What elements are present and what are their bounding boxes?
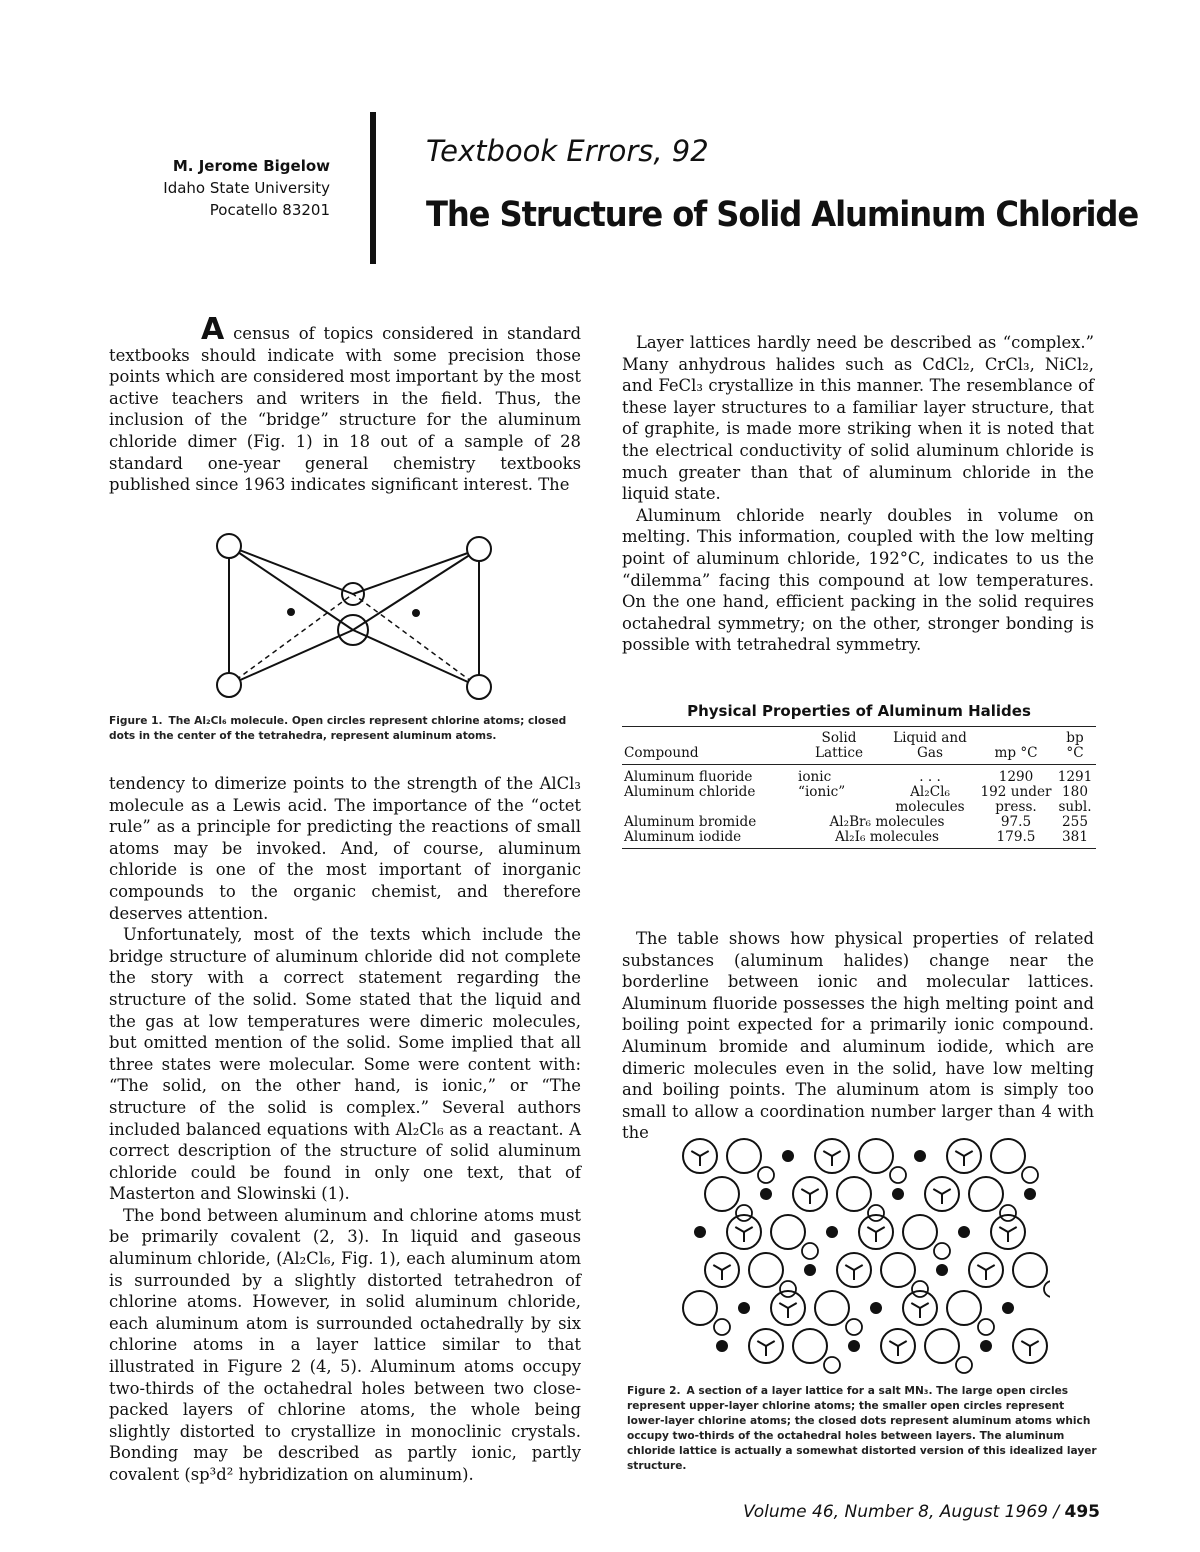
lattice-bond	[823, 1151, 832, 1156]
column-1-bottom	[109, 773, 581, 1486]
lower-chlorine-atom	[1022, 1167, 1038, 1183]
aluminum-atom	[1024, 1188, 1036, 1200]
upper-chlorine-atom	[771, 1215, 805, 1249]
lattice-bond	[933, 1189, 942, 1194]
lattice-bond	[735, 1227, 744, 1232]
aluminum-atom	[694, 1226, 706, 1238]
upper-chlorine-atom	[749, 1253, 783, 1287]
lattice-bond	[744, 1227, 753, 1232]
upper-chlorine-atom	[705, 1177, 739, 1211]
lattice-bond	[977, 1265, 986, 1270]
author-block	[70, 155, 330, 221]
paragraph-intro: A census of topics considered in standard textbooks should indicate with some precision those points which are considered most important by the most active teachers and writers in the field. Thus, the inclusion of the “bridge” structure for the aluminum chloride dimer (Fig. 1) in 18 out of a sample of 28 standard one-year general chemistry textbooks published since 1963 indicates significant interest. The	[109, 312, 581, 495]
lattice-bond	[1021, 1341, 1030, 1346]
upper-chlorine-atom	[683, 1291, 717, 1325]
aluminum-atom	[848, 1340, 860, 1352]
aluminum-atom	[892, 1188, 904, 1200]
author-name: M. Jerome Bigelow	[172, 157, 330, 175]
header-liquid: Liquid and Gas	[882, 727, 978, 765]
lattice-bond	[942, 1189, 951, 1194]
lattice-bond	[832, 1151, 841, 1156]
aluminum-atom	[1002, 1302, 1014, 1314]
header-solid: Solid Lattice	[796, 727, 882, 765]
author-affiliation: Idaho State University	[163, 179, 330, 197]
lattice-bond	[1008, 1227, 1017, 1232]
upper-chlorine-atom	[947, 1291, 981, 1325]
page-footer	[743, 1502, 1100, 1522]
header-compound: Compound	[622, 727, 796, 765]
chlorine-atom	[467, 675, 491, 699]
lattice-bond	[801, 1189, 810, 1194]
aluminum-atom	[716, 1340, 728, 1352]
figure-2-label: Figure 2.	[627, 1385, 681, 1397]
lattice-bond	[757, 1341, 766, 1346]
lower-chlorine-atom	[912, 1281, 928, 1297]
article-title: The Structure of Solid Aluminum Chloride	[426, 195, 1139, 235]
lower-chlorine-atom	[934, 1243, 950, 1259]
lower-chlorine-atom	[956, 1357, 972, 1373]
table-row: Aluminum iodide Al₂I₆ molecules 179.5 381	[622, 830, 1096, 849]
lattice-bond	[845, 1265, 854, 1270]
table-row: Aluminum fluoride ionic . . . 1290 1291	[624, 769, 1093, 785]
chlorine-atom	[467, 537, 491, 561]
lower-chlorine-atom	[714, 1319, 730, 1335]
column-2-bottom	[622, 928, 1094, 1144]
aluminum-atom	[936, 1264, 948, 1276]
upper-chlorine-atom	[903, 1215, 937, 1249]
lower-chlorine-atom	[1044, 1281, 1050, 1297]
lower-chlorine-atom	[780, 1281, 796, 1297]
lower-chlorine-atom	[824, 1357, 840, 1373]
series-title: Textbook Errors, 92	[426, 134, 709, 168]
lower-chlorine-atom	[868, 1205, 884, 1221]
lower-chlorine-atom	[802, 1243, 818, 1259]
upper-chlorine-atom	[925, 1329, 959, 1363]
lattice-bond	[964, 1151, 973, 1156]
header-divider	[370, 112, 376, 264]
aluminum-atom	[760, 1188, 772, 1200]
aluminum-atom	[980, 1340, 992, 1352]
paragraph-dimerize: tendency to dimerize points to the strength of the AlCl₃ molecule as a Lewis acid. The importance of the “octet rule” as a principle for predicting the reactions of small atoms may be invoked. And, of course, aluminum chloride is one of the most important of inorganic compounds to the organic chemist, and therefore deserves attention.	[109, 774, 581, 923]
table-title: Physical Properties of Aluminum Halides	[687, 702, 1031, 720]
lattice-bond	[713, 1265, 722, 1270]
lattice-bond	[700, 1151, 709, 1156]
author-location: Pocatello 83201	[209, 201, 330, 219]
upper-chlorine-atom	[1013, 1253, 1047, 1287]
lattice-bond	[779, 1303, 788, 1308]
table-row: Aluminum bromide Al₂Br₆ molecules 97.5 255	[624, 814, 1088, 830]
page-number: 495	[1064, 1502, 1100, 1522]
lattice-bond	[955, 1151, 964, 1156]
lattice-bond	[898, 1341, 907, 1346]
lower-chlorine-atom	[758, 1167, 774, 1183]
upper-chlorine-atom	[793, 1329, 827, 1363]
journal-citation: Volume 46, Number 8, August 1969 /	[743, 1502, 1060, 1522]
aluminum-atom	[412, 609, 420, 617]
lattice-bond	[691, 1151, 700, 1156]
chlorine-atom	[217, 534, 241, 558]
column-2-top	[622, 332, 1094, 656]
lower-chlorine-atom	[890, 1167, 906, 1183]
aluminum-atom	[958, 1226, 970, 1238]
lattice-bond	[920, 1303, 929, 1308]
table-header-row	[622, 727, 1096, 765]
lattice-bond	[889, 1341, 898, 1346]
table-row: Aluminum chloride “ionic” Al₂Cl₆ molecules 192 under press. 180 subl.	[624, 784, 1092, 815]
header-mp: mp °C	[978, 727, 1054, 765]
upper-chlorine-atom	[727, 1139, 761, 1173]
lattice-bond	[810, 1189, 819, 1194]
upper-chlorine-atom	[881, 1253, 915, 1287]
figure-1-label: Figure 1.	[109, 715, 163, 727]
lattice-bond	[854, 1265, 863, 1270]
lattice-bond	[722, 1265, 731, 1270]
paragraph-bond: The bond between aluminum and chlorine atoms must be primarily covalent (2, 3). In liquid and gaseous aluminum chloride, (Al₂Cl₆, Fig. 1), each aluminum atom is surrounded by a slightly distorted tetrahedron of chlorine atoms. However, in solid aluminum chloride, each aluminum atom is surrounded octahedrally by six chlorine atoms in a layer lattice similar to that illustrated in Figure 2 (4, 5). Aluminum atoms occupy two-thirds of the octahedral holes between two close-packed layers of chlorine atoms, the whole being slightly distorted to crystallize in monoclinic crystals. Bonding may be described as partly ionic, partly covalent (sp³d² hybridization on aluminum).	[109, 1205, 581, 1484]
lattice-bond	[766, 1341, 775, 1346]
header-bp: bp °C	[1054, 727, 1096, 765]
figure-2-lattice	[670, 1136, 1050, 1376]
upper-chlorine-atom	[815, 1291, 849, 1325]
aluminum-atom	[804, 1264, 816, 1276]
aluminum-atom	[738, 1302, 750, 1314]
drop-cap: A	[201, 312, 225, 347]
figure-1-diagram	[200, 528, 510, 704]
lattice-bond	[867, 1227, 876, 1232]
column-1-top	[109, 312, 581, 496]
lattice-bond	[876, 1227, 885, 1232]
upper-chlorine-atom	[969, 1177, 1003, 1211]
aluminum-atom	[914, 1150, 926, 1162]
figure-2-caption: Figure 2. A section of a layer lattice for a salt MN₃. The large open circles represent upper-layer chlorine atoms; the smaller open circles represent lower-layer chlorine atoms; the closed dots represent aluminum atoms which occupy two-thirds of the octahedral holes between layers. The aluminum chloride lattice is actually a somewhat distorted version of this idealized layer structure.	[627, 1385, 1097, 1472]
paragraph-unfortunately: Unfortunately, most of the texts which include the bridge structure of aluminum chloride did not complete the story with a correct statement regarding the structure of the solid. Some stated that the liquid and the gas at low temperatures were dimeric molecules, but omitted mention of the solid. Some implied that all three states were molecular. Some were content with: “The solid, on the other hand, is ionic,” or “The structure of the solid is complex.” Several authors included balanced equations with Al₂Cl₆ as a reactant. A correct description of the structure of solid aluminum chloride could be found in only one text, that of Masterton and Slowinski (1).	[109, 925, 581, 1204]
upper-chlorine-atom	[837, 1177, 871, 1211]
lattice-bond	[788, 1303, 797, 1308]
paragraph-melting: Aluminum chloride nearly doubles in volume on melting. This information, coupled with the low melting point of aluminum chloride, 192°C, indicates to us the “dilemma” facing this compound at low temperatures. On the one hand, efficient packing in the solid requires octahedral symmetry; on the other, stronger bonding is possible with tetrahedral symmetry.	[622, 505, 1094, 655]
lattice-bond	[986, 1265, 995, 1270]
lower-chlorine-atom	[978, 1319, 994, 1335]
lattice-bond	[1030, 1341, 1039, 1346]
aluminum-atom	[826, 1226, 838, 1238]
lower-chlorine-atom	[1000, 1205, 1016, 1221]
lattice-bond	[999, 1227, 1008, 1232]
aluminum-atom	[287, 608, 295, 616]
upper-chlorine-atom	[991, 1139, 1025, 1173]
lower-chlorine-atom	[736, 1205, 752, 1221]
aluminum-atom	[870, 1302, 882, 1314]
chlorine-atom	[217, 673, 241, 697]
aluminum-atom	[782, 1150, 794, 1162]
lattice-bond	[911, 1303, 920, 1308]
upper-chlorine-atom	[859, 1139, 893, 1173]
properties-table	[622, 726, 1096, 849]
figure-1-caption: Figure 1. The Al₂Cl₆ molecule. Open circles represent chlorine atoms; closed dots in the center of the tetrahedra, represent aluminum atoms.	[109, 715, 567, 742]
lower-chlorine-atom	[846, 1319, 862, 1335]
paragraph-layer-lattices: Layer lattices hardly need be described as “complex.” Many anhydrous halides such as CdCl₂, CrCl₃, NiCl₂, and FeCl₃ crystallize in this manner. The resemblance of these layer structures to a familiar layer structure, that of graphite, is made more striking when it is noted that the electrical conductivity of solid aluminum chloride is much greater than that of aluminum chloride in the liquid state.	[622, 333, 1094, 504]
paragraph-table-discussion: The table shows how physical properties of related substances (aluminum halides) change near the borderline between ionic and molecular lattices. Aluminum fluoride possesses the high melting point and boiling point expected for a primarily ionic compound. Aluminum bromide and aluminum iodide, which are dimeric molecules even in the solid, have low melting and boiling points. The aluminum atom is simply too small to allow a coordination number larger than 4 with the	[622, 929, 1094, 1143]
